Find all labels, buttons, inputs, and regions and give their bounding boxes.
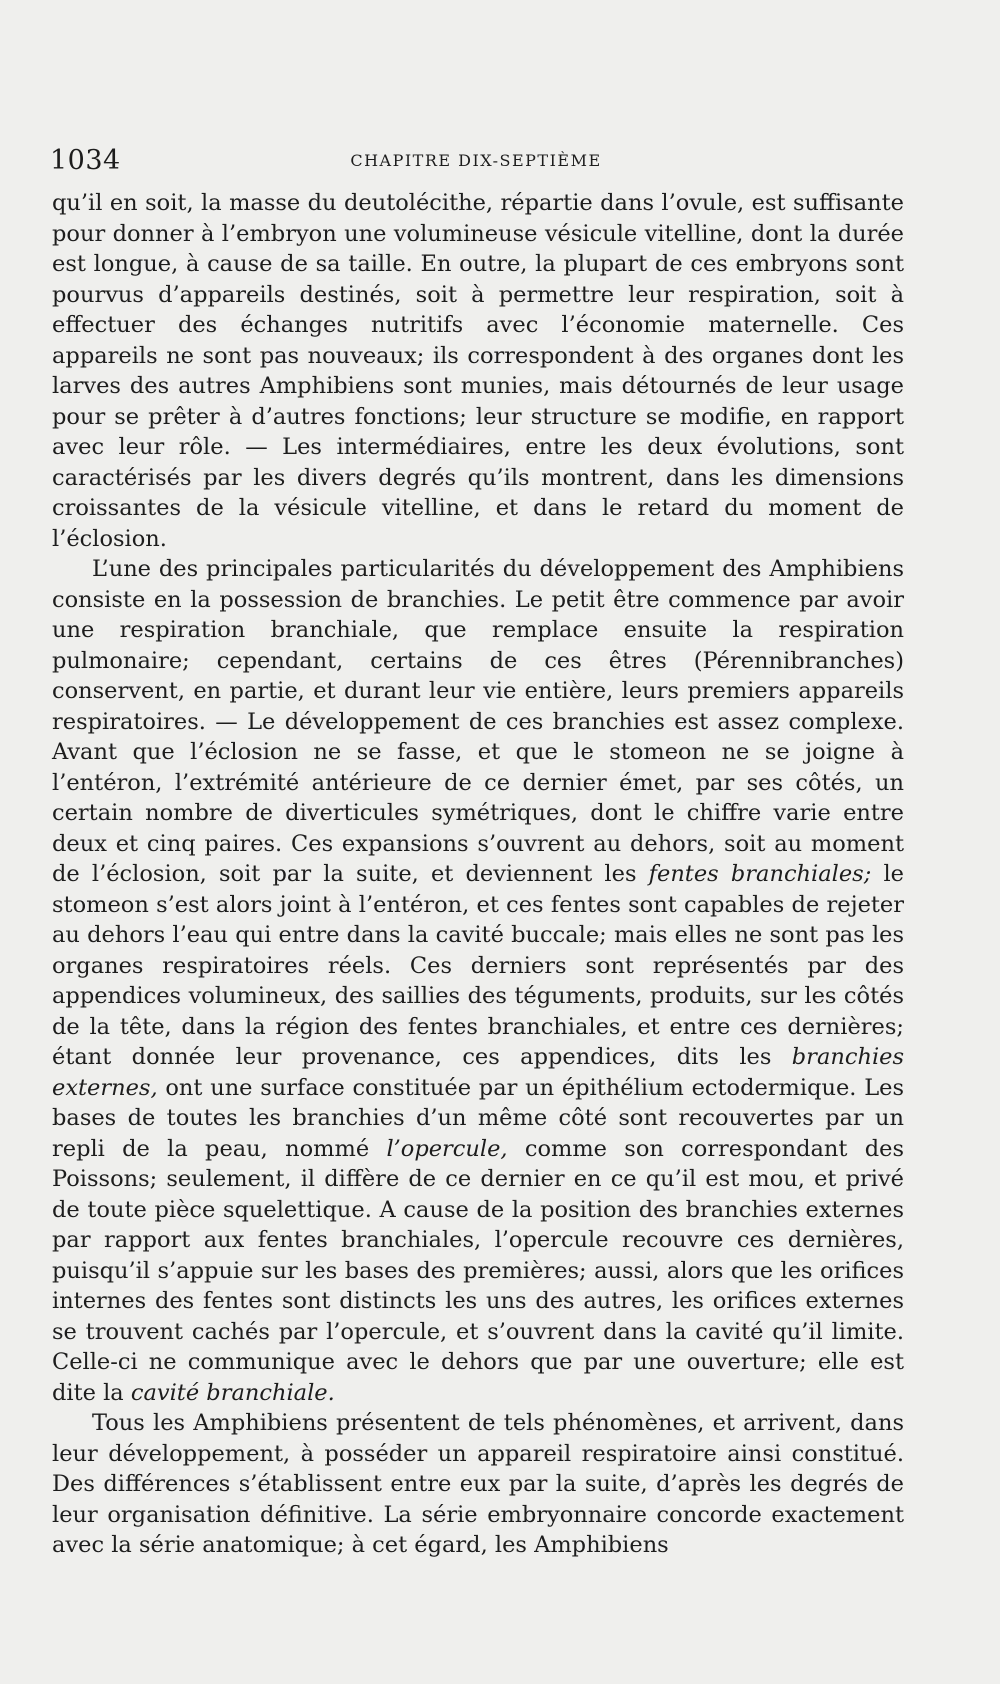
italic-term: cavité branchiale. [130,1379,335,1406]
paragraph-text: Tous les Amphibiens présentent de tels phénomènes, et arrivent, dans leur développement, à posséder un appareil respiratoire ainsi constitué. Des différences s’établissent entre eux par la suite, d’après les degrés de leur organisation définitive. La série embryonnaire concorde exactement avec la série anatomique; à cet égard, les Amphibiens [52,1410,904,1558]
italic-term: branchies externes, [52,1044,904,1101]
paragraph-text: le stomeon s’est alors joint à l’entéron, et ces fentes sont capables de rejeter au dehors l’eau qui entre dans la cavité buccale; mais elles ne sont pas les organes respiratoires réels. Ces derniers sont représentés par des appendices volumineux, des saillies des téguments, produits, sur les côtés de la tête, dans la région des fentes branchiales, et entre ces dernières; étant donnée leur provenance, ces appendices, dits les [52,861,904,1070]
paragraph-text: ont une surface constituée par un épithélium ectodermique. Les bases de toutes les branchies d’un même côté sont recouvertes par un repli de la peau, nommé [52,1074,904,1162]
paragraph [52,1408,904,1561]
paragraph-text: comme son correspondant des Poissons; seulement, il diffère de ce dernier en ce qu’il est mou, et privé de toute pièce squelettique. A cause de la position des branchies externes par rapport aux fentes branchiales, l’opercule recouvre ces dernières, puisqu’il s’appuie sur les bases des premières; aussi, alors que les orifices internes des fentes sont distincts les uns des autres, les orifices externes se trouvent cachés par l’opercule, et s’ouvrent dans la cavité qu’il limite. Celle-ci ne communique avec le dehors que par une ouverture; elle est dite la [52,1135,904,1406]
running-head: CHAPITRE DIX-SEPTIÈME [350,151,602,170]
paragraph-text: L’une des principales particularités du développement des Amphibiens consiste en la possession de branchies. Le petit être commence par avoir une respiration branchiale, que remplace ensuite la respiration pulmonaire; cependant, certains de ces êtres (Pérennibranches) conservent, en partie, et durant leur vie entière, leurs premiers appareils respiratoires. — Le développement de ces branchies est assez complexe. Avant que l’éclosion ne se fasse, et que le stomeon ne se joigne à l’entéron, l’extrémité antérieure de ce dernier émet, par ses côtés, un certain nombre de diverticules symétriques, dont le chiffre varie entre deux et cinq paires. Ces expansions s’ouvrent au dehors, soit au moment de l’éclosion, soit par la suite, et deviennent les [52,556,904,887]
paragraph [52,188,904,554]
page-number: 1034 [50,145,121,176]
paragraph [52,554,904,1408]
paragraph-text: qu’il en soit, la masse du deutolécithe, répartie dans l’ovule, est suffisante pour donner à l’embryon une volumineuse vésicule vitelline, dont la durée est longue, à cause de sa taille. En outre, la plupart de ces embryons sont pourvus d’appareils destinés, soit à permettre leur respiration, soit à effectuer des échanges nutritifs avec l’économie maternelle. Ces appareils ne sont pas nouveaux; ils correspondent à des organes dont les larves des autres Amphibiens sont munies, mais détournés de leur usage pour se prêter à d’autres fonctions; leur structure se modifie, en rapport avec leur rôle. — Les intermédiaires, entre les deux évolutions, sont caractérisés par les divers degrés qu’ils montrent, dans les dimensions croissantes de la vésicule vitelline, et dans le retard du moment de l’éclosion. [52,190,904,552]
italic-term: l’opercule, [386,1135,508,1162]
page-header [50,145,902,175]
italic-term: fentes branchiales; [648,861,872,887]
body-text [52,188,904,1561]
